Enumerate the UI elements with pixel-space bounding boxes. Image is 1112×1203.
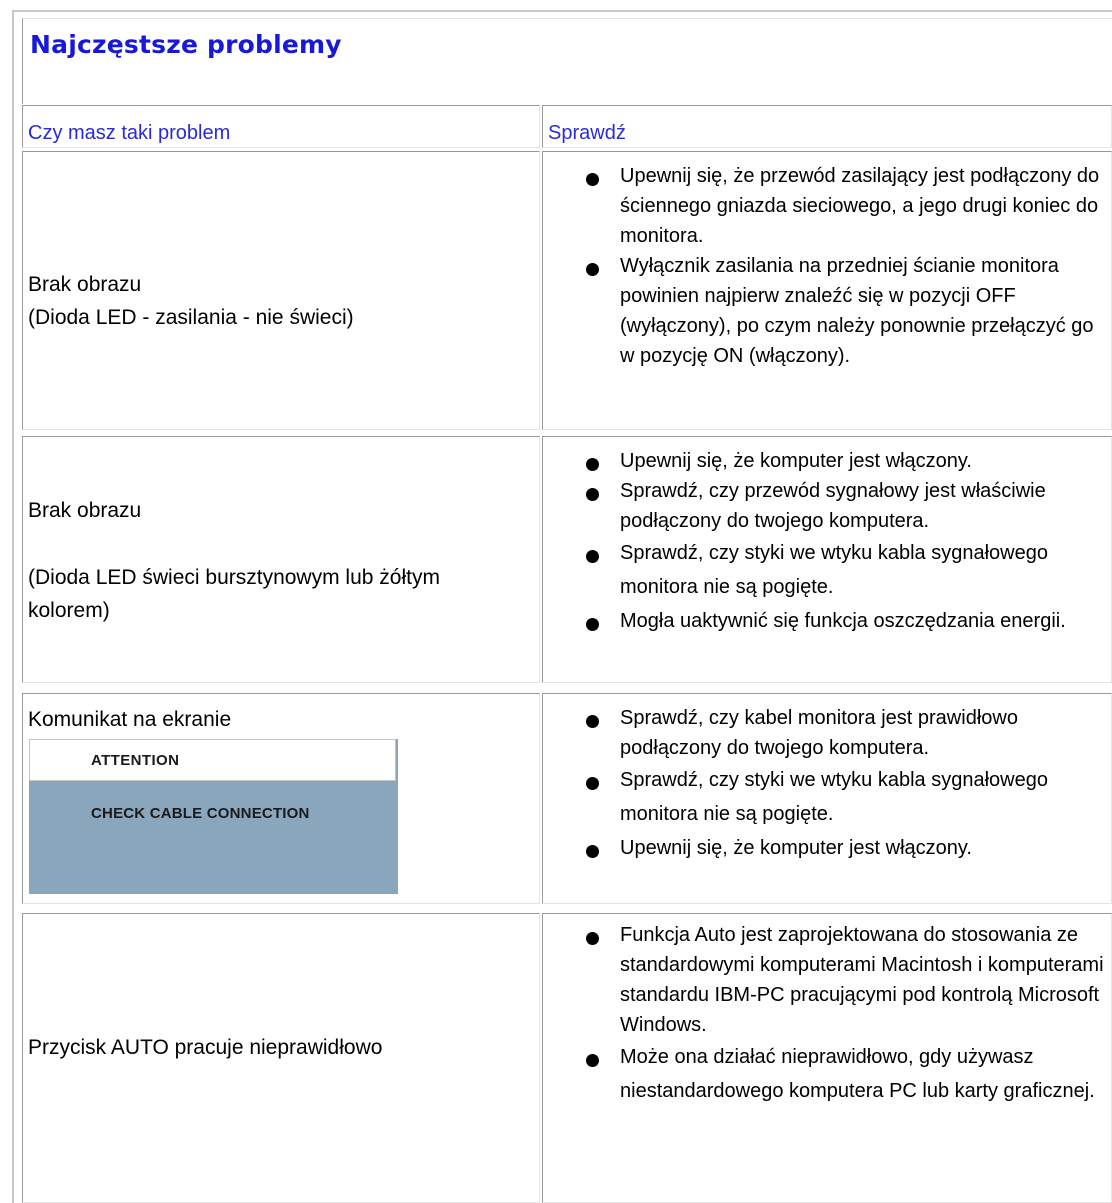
header-problem: Czy masz taki problem <box>28 122 231 144</box>
list-item: Funkcja Auto jest zaprojektowana do stosowania ze standardowymi komputerami Macintosh i komputerami standardu IBM-PC pracującymi pod kontrolą Microsoft Windows. <box>566 920 1106 1040</box>
bullet-icon <box>566 1040 620 1074</box>
bullet-icon <box>566 703 620 733</box>
problem-line: Komunikat na ekranie <box>28 708 232 731</box>
osd-attention-text: ATTENTION <box>91 752 180 769</box>
osd-message-text: CHECK CABLE CONNECTION <box>91 805 310 822</box>
row-3-check-list <box>566 703 1106 865</box>
bullet-icon <box>566 161 620 191</box>
list-item: Może ona działać nieprawidłowo, gdy używasz niestandardowego komputera PC lub karty graficznej. <box>566 1040 1106 1108</box>
header-check: Sprawdź <box>548 122 626 144</box>
bullet-icon <box>566 536 620 570</box>
bullet-icon <box>566 831 620 865</box>
bullet-icon <box>566 476 620 506</box>
page-title: Najczęstsze problemy <box>30 30 342 59</box>
bullet-icon <box>566 763 620 797</box>
bullet-icon <box>566 251 620 281</box>
bullet-icon <box>566 920 620 950</box>
list-item: Sprawdź, czy styki we wtyku kabla sygnałowego monitora nie są pogięte. <box>566 763 1106 831</box>
row-1-check-list <box>566 161 1106 371</box>
problem-line: Brak obrazu <box>28 499 142 522</box>
problem-line: Przycisk AUTO pracuje nieprawidłowo <box>28 1036 383 1059</box>
osd-message-image <box>29 739 398 894</box>
row-2-check-list <box>566 446 1106 638</box>
list-item: Sprawdź, czy kabel monitora jest prawidłowo podłączony do twojego komputera. <box>566 703 1106 763</box>
bullet-icon <box>566 604 620 638</box>
bullet-icon <box>566 446 620 476</box>
row-4-check-list <box>566 920 1106 1108</box>
list-item: Wyłącznik zasilania na przedniej ścianie monitora powinien najpierw znaleźć się w pozycji OFF (wyłączony), po czym należy ponownie przełączyć go w pozycję ON (włączony). <box>566 251 1106 371</box>
problem-line: (Dioda LED - zasilania - nie świeci) <box>28 306 354 329</box>
problem-line: Brak obrazu <box>28 273 142 296</box>
osd-header-bar <box>29 739 396 781</box>
row-1-problem <box>28 268 354 334</box>
list-item: Upewnij się, że komputer jest włączony. <box>566 831 1106 865</box>
header-cell-check <box>542 105 1112 148</box>
list-item: Sprawdź, czy przewód sygnałowy jest właściwie podłączony do twojego komputera. <box>566 476 1106 536</box>
row-3-problem <box>28 703 231 736</box>
list-item: Sprawdź, czy styki we wtyku kabla sygnałowego monitora nie są pogięte. <box>566 536 1106 604</box>
list-item: Mogła uaktywnić się funkcja oszczędzania energii. <box>566 604 1106 638</box>
list-item: Upewnij się, że przewód zasilający jest podłączony do ściennego gniazda sieciowego, a jego drugi koniec do monitora. <box>566 161 1106 251</box>
list-item: Upewnij się, że komputer jest włączony. <box>566 446 1106 476</box>
row-2-problem <box>28 494 518 627</box>
problem-line: (Dioda LED świeci bursztynowym lub żółtym kolorem) <box>28 566 440 622</box>
row-4-problem <box>28 1031 382 1064</box>
